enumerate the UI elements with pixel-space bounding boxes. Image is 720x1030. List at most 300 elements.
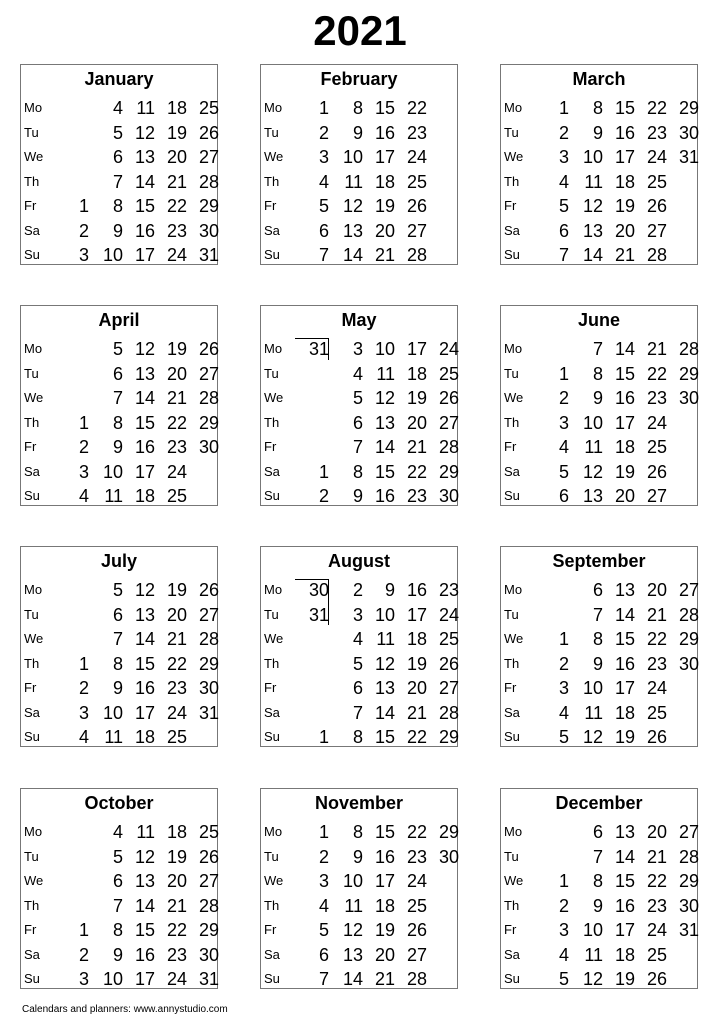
day-number: 15 <box>614 629 635 649</box>
day-number: 17 <box>406 604 427 625</box>
day-number: 28 <box>198 629 219 649</box>
day-number: 8 <box>592 629 603 649</box>
day-number: 16 <box>134 220 155 241</box>
day-number: 22 <box>166 196 187 216</box>
week-row <box>261 194 457 218</box>
month-name: August <box>328 551 390 571</box>
day-number: 13 <box>134 363 155 384</box>
week-row <box>21 603 217 627</box>
day-number: 10 <box>102 461 123 482</box>
day-number: 2 <box>558 122 569 143</box>
week-row <box>501 435 697 459</box>
day-number: 22 <box>646 871 667 891</box>
day-number: 14 <box>374 702 395 723</box>
day-number: 11 <box>104 727 123 747</box>
month-name: February <box>320 69 398 89</box>
weekday-label: Th <box>264 897 280 913</box>
day-number: 8 <box>112 920 123 940</box>
day-number: 26 <box>646 727 667 747</box>
day-number: 29 <box>678 98 699 118</box>
week-row <box>261 869 457 893</box>
day-number: 31 <box>198 969 219 989</box>
day-number: 11 <box>344 171 363 192</box>
day-number: 21 <box>406 437 427 457</box>
day-number: 23 <box>166 220 187 241</box>
weekday-label: Th <box>504 173 520 189</box>
day-number: 15 <box>374 822 395 842</box>
week-row <box>21 484 217 508</box>
week-row <box>21 435 217 459</box>
weekday-label: We <box>504 390 524 405</box>
day-number: 17 <box>614 678 635 698</box>
day-number: 1 <box>78 196 89 216</box>
weekday-label: Su <box>504 971 520 986</box>
day-number: 20 <box>614 220 635 241</box>
weekday-label: Sa <box>504 704 520 720</box>
day-number: 4 <box>112 98 123 118</box>
day-number: 29 <box>438 727 459 747</box>
day-number: 4 <box>352 629 363 649</box>
day-number: 30 <box>308 580 329 600</box>
month-name: January <box>84 69 154 89</box>
week-row <box>261 845 457 869</box>
day-number: 30 <box>438 846 459 867</box>
day-number: 16 <box>134 678 155 698</box>
day-number: 28 <box>198 895 219 916</box>
day-number: 2 <box>318 122 329 143</box>
weekday-label: Su <box>264 729 280 744</box>
day-number: 15 <box>134 653 155 674</box>
day-number: 23 <box>646 122 667 143</box>
day-number: 11 <box>136 98 155 118</box>
day-number: 19 <box>166 339 187 359</box>
day-number: 19 <box>374 920 395 940</box>
day-number: 15 <box>614 871 635 891</box>
day-number: 30 <box>198 220 219 241</box>
day-number: 14 <box>134 388 155 408</box>
day-number: 2 <box>78 678 89 698</box>
day-number: 30 <box>198 944 219 965</box>
weekday-label: Sa <box>24 704 40 720</box>
day-number: 23 <box>646 895 667 916</box>
weekday-label: Sa <box>504 222 520 238</box>
weekday-label: We <box>504 873 524 888</box>
day-number: 14 <box>614 604 635 625</box>
weekday-label: Sa <box>264 463 280 479</box>
day-number: 5 <box>318 196 329 216</box>
day-number: 9 <box>112 220 123 241</box>
weekday-label: Mo <box>264 341 283 356</box>
day-number: 16 <box>374 122 395 143</box>
week-row <box>501 918 697 942</box>
day-number: 20 <box>374 944 395 965</box>
day-number: 15 <box>374 727 395 747</box>
day-number: 1 <box>78 653 89 674</box>
day-number: 28 <box>678 604 699 625</box>
day-number: 8 <box>112 196 123 216</box>
weekday-label: Fr <box>264 198 277 213</box>
week-row <box>21 243 217 267</box>
day-number: 31 <box>308 604 329 625</box>
day-number: 31 <box>198 245 219 265</box>
day-number: 15 <box>614 363 635 384</box>
day-number: 26 <box>438 653 459 674</box>
day-number: 11 <box>136 822 155 842</box>
day-number: 10 <box>374 339 395 359</box>
day-number: 7 <box>112 171 123 192</box>
day-number: 22 <box>646 363 667 384</box>
week-row <box>261 145 457 169</box>
weekday-label: Mo <box>24 582 43 597</box>
week-row <box>261 337 457 361</box>
day-number: 16 <box>614 653 635 674</box>
week-row <box>501 362 697 386</box>
day-number: 6 <box>592 580 603 600</box>
day-number: 7 <box>318 245 329 265</box>
day-number: 9 <box>352 846 363 867</box>
weekday-label: Sa <box>264 946 280 962</box>
weekday-label: Mo <box>504 100 523 115</box>
day-number: 21 <box>614 245 635 265</box>
day-number: 12 <box>134 846 155 867</box>
day-number: 12 <box>582 461 603 482</box>
weekday-label: Tu <box>24 606 39 622</box>
weekday-label: Sa <box>504 463 520 479</box>
day-number: 30 <box>678 122 699 143</box>
day-number: 28 <box>198 388 219 408</box>
day-number: 22 <box>166 412 187 433</box>
day-number: 29 <box>438 822 459 842</box>
weekday-label: Tu <box>504 124 519 140</box>
day-number: 2 <box>558 653 569 674</box>
week-row <box>501 845 697 869</box>
weekday-label: Su <box>264 247 280 262</box>
week-row <box>261 243 457 267</box>
week-row <box>21 194 217 218</box>
day-number: 7 <box>558 245 569 265</box>
weekday-label: Su <box>504 729 520 744</box>
day-number: 19 <box>374 196 395 216</box>
day-number: 23 <box>166 944 187 965</box>
day-number: 14 <box>374 437 395 457</box>
day-number: 22 <box>646 629 667 649</box>
month-august <box>260 546 458 747</box>
day-number: 26 <box>198 122 219 143</box>
week-row <box>501 869 697 893</box>
day-number: 12 <box>582 969 603 989</box>
day-number: 17 <box>614 147 635 167</box>
month-july <box>20 546 218 747</box>
week-row <box>501 145 697 169</box>
day-number: 16 <box>614 388 635 408</box>
day-number: 25 <box>438 363 459 384</box>
weekday-label: Sa <box>264 704 280 720</box>
day-number: 5 <box>318 920 329 940</box>
day-number: 15 <box>614 98 635 118</box>
day-number: 25 <box>646 944 667 965</box>
weekday-label: Th <box>24 414 40 430</box>
weekday-label: We <box>24 149 44 164</box>
day-number: 10 <box>342 147 363 167</box>
day-number: 19 <box>166 846 187 867</box>
day-number: 15 <box>374 98 395 118</box>
day-number: 22 <box>406 98 427 118</box>
day-number: 5 <box>352 388 363 408</box>
weekday-label: Fr <box>504 198 517 213</box>
day-number: 12 <box>134 580 155 600</box>
day-number: 24 <box>166 245 187 265</box>
day-number: 4 <box>558 437 569 457</box>
day-number: 21 <box>374 969 395 989</box>
day-number: 18 <box>166 822 187 842</box>
weekday-label: We <box>264 149 284 164</box>
day-number: 26 <box>406 920 427 940</box>
day-number: 3 <box>558 678 569 698</box>
week-row <box>501 219 697 243</box>
week-row <box>501 652 697 676</box>
month-december <box>500 788 698 989</box>
day-number: 10 <box>582 920 603 940</box>
day-number: 20 <box>646 822 667 842</box>
day-number: 7 <box>112 895 123 916</box>
day-number: 27 <box>198 147 219 167</box>
day-number: 25 <box>406 171 427 192</box>
weekday-label: Tu <box>504 365 519 381</box>
day-number: 18 <box>166 98 187 118</box>
week-row <box>21 386 217 410</box>
weekday-label: Mo <box>24 824 43 839</box>
day-number: 14 <box>134 895 155 916</box>
day-number: 13 <box>134 871 155 891</box>
day-number: 10 <box>582 412 603 433</box>
week-row <box>261 411 457 435</box>
day-number: 21 <box>166 388 187 408</box>
day-number: 6 <box>112 363 123 384</box>
day-number: 9 <box>592 122 603 143</box>
day-number: 7 <box>352 702 363 723</box>
month-name: September <box>552 551 646 571</box>
day-number: 25 <box>646 702 667 723</box>
week-row <box>501 411 697 435</box>
day-number: 1 <box>78 412 89 433</box>
day-number: 3 <box>318 147 329 167</box>
week-row <box>501 676 697 700</box>
week-row <box>261 362 457 386</box>
week-row <box>21 725 217 749</box>
week-row <box>501 603 697 627</box>
day-number: 11 <box>344 895 363 916</box>
day-number: 31 <box>308 339 329 359</box>
day-number: 24 <box>646 147 667 167</box>
day-number: 10 <box>582 147 603 167</box>
day-number: 4 <box>558 944 569 965</box>
weekday-label: Th <box>504 897 520 913</box>
day-number: 8 <box>592 363 603 384</box>
day-number: 22 <box>166 653 187 674</box>
weekday-label: Fr <box>264 680 277 695</box>
week-row <box>21 96 217 120</box>
weekday-label: Th <box>264 414 280 430</box>
weekday-label: Mo <box>504 582 523 597</box>
day-number: 7 <box>112 629 123 649</box>
week-row <box>21 869 217 893</box>
weekday-label: Th <box>264 173 280 189</box>
day-number: 2 <box>352 580 363 600</box>
week-row <box>501 484 697 508</box>
day-number: 21 <box>646 846 667 867</box>
day-number: 26 <box>198 339 219 359</box>
day-number: 1 <box>78 920 89 940</box>
weekday-label: We <box>24 390 44 405</box>
day-number: 8 <box>352 461 363 482</box>
day-number: 29 <box>198 920 219 940</box>
weekday-label: Mo <box>264 100 283 115</box>
day-number: 5 <box>558 969 569 989</box>
day-number: 10 <box>102 969 123 989</box>
week-row <box>21 845 217 869</box>
weekday-label: Mo <box>24 100 43 115</box>
weekday-label: Tu <box>24 365 39 381</box>
weekday-label: Tu <box>264 848 279 864</box>
day-number: 19 <box>406 653 427 674</box>
day-number: 31 <box>678 147 699 167</box>
week-row <box>501 337 697 361</box>
week-row <box>261 701 457 725</box>
day-number: 26 <box>646 196 667 216</box>
week-row <box>261 219 457 243</box>
day-number: 25 <box>406 895 427 916</box>
day-number: 14 <box>134 171 155 192</box>
day-number: 18 <box>374 171 395 192</box>
week-row <box>501 194 697 218</box>
month-june <box>500 305 698 506</box>
day-number: 28 <box>678 846 699 867</box>
day-number: 6 <box>352 678 363 698</box>
day-number: 17 <box>134 969 155 989</box>
day-number: 27 <box>406 944 427 965</box>
weekday-label: Mo <box>504 824 523 839</box>
day-number: 11 <box>584 702 603 723</box>
weekday-label: Fr <box>264 922 277 937</box>
day-number: 27 <box>646 220 667 241</box>
month-name: July <box>100 551 138 571</box>
day-number: 6 <box>592 822 603 842</box>
weekday-label: Tu <box>504 848 519 864</box>
weekday-label: Sa <box>24 222 40 238</box>
week-row <box>261 386 457 410</box>
weekday-label: Sa <box>264 222 280 238</box>
day-number: 25 <box>198 822 219 842</box>
weekday-label: We <box>504 149 524 164</box>
month-name: October <box>84 793 154 813</box>
weekday-label: Th <box>504 414 520 430</box>
day-number: 16 <box>374 486 395 506</box>
day-number: 1 <box>558 629 569 649</box>
day-number: 2 <box>78 220 89 241</box>
weekday-label: We <box>504 631 524 646</box>
day-number: 16 <box>406 580 427 600</box>
day-number: 9 <box>384 580 395 600</box>
day-number: 21 <box>166 895 187 916</box>
day-number: 19 <box>614 196 635 216</box>
week-row <box>21 121 217 145</box>
day-number: 8 <box>112 412 123 433</box>
week-row <box>501 243 697 267</box>
day-number: 1 <box>318 822 329 842</box>
day-number: 10 <box>582 678 603 698</box>
weekday-label: Th <box>504 655 520 671</box>
day-number: 26 <box>198 580 219 600</box>
day-number: 25 <box>166 486 187 506</box>
day-number: 22 <box>166 920 187 940</box>
day-number: 24 <box>438 339 459 359</box>
day-number: 17 <box>614 920 635 940</box>
week-row <box>21 894 217 918</box>
day-number: 24 <box>646 920 667 940</box>
day-number: 27 <box>678 822 699 842</box>
day-number: 11 <box>376 363 395 384</box>
day-number: 4 <box>78 486 89 506</box>
day-number: 8 <box>352 822 363 842</box>
day-number: 7 <box>112 388 123 408</box>
month-january <box>20 64 218 265</box>
weekday-label: Th <box>24 655 40 671</box>
day-number: 23 <box>166 678 187 698</box>
day-number: 13 <box>134 604 155 625</box>
day-number: 4 <box>318 895 329 916</box>
day-number: 18 <box>614 944 635 965</box>
weekday-label: Tu <box>264 606 279 622</box>
day-number: 30 <box>678 653 699 674</box>
month-november <box>260 788 458 989</box>
weekday-label: Sa <box>504 946 520 962</box>
day-number: 17 <box>134 461 155 482</box>
overflow-day-marker <box>295 579 329 625</box>
day-number: 13 <box>342 220 363 241</box>
day-number: 5 <box>112 339 123 359</box>
week-row <box>21 627 217 651</box>
weekday-label: Su <box>24 488 40 503</box>
day-number: 25 <box>198 98 219 118</box>
day-number: 29 <box>678 871 699 891</box>
day-number: 25 <box>438 629 459 649</box>
day-number: 1 <box>318 727 329 747</box>
week-row <box>261 676 457 700</box>
day-number: 18 <box>614 702 635 723</box>
day-number: 8 <box>352 98 363 118</box>
week-row <box>261 435 457 459</box>
weekday-label: Tu <box>504 606 519 622</box>
weekday-label: We <box>264 390 284 405</box>
week-row <box>261 943 457 967</box>
day-number: 23 <box>166 437 187 457</box>
day-number: 28 <box>406 245 427 265</box>
day-number: 13 <box>374 678 395 698</box>
day-number: 2 <box>78 944 89 965</box>
day-number: 20 <box>406 678 427 698</box>
weekday-label: Tu <box>264 365 279 381</box>
week-row <box>261 121 457 145</box>
day-number: 30 <box>678 388 699 408</box>
day-number: 7 <box>592 604 603 625</box>
day-number: 20 <box>614 486 635 506</box>
day-number: 27 <box>438 412 459 433</box>
day-number: 17 <box>406 339 427 359</box>
day-number: 5 <box>352 653 363 674</box>
day-number: 17 <box>374 871 395 891</box>
week-row <box>261 460 457 484</box>
overflow-day-marker <box>295 338 329 360</box>
